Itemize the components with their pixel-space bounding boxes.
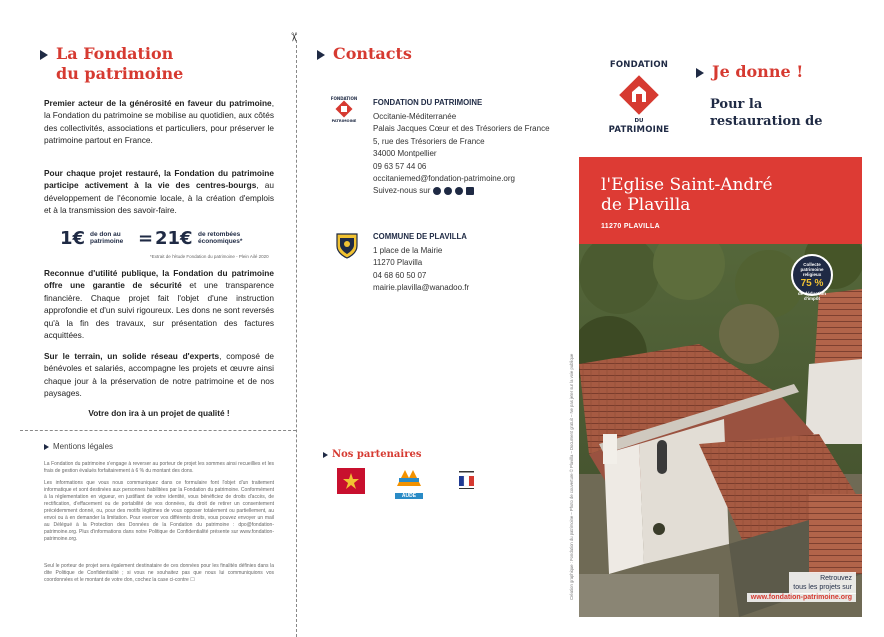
print-credit: Création graphique : Fondation du patrimoine – Photo de couverture © Plavilla – Document gratuit – Ne pas jeter sur la voie publique bbox=[569, 353, 574, 600]
commune-contact-details: 1 place de la Mairie 11270 Plavilla 04 68 60 50 07 mairie.plavilla@wanadoo.fr bbox=[373, 245, 563, 295]
plavilla-crest-icon bbox=[330, 230, 364, 260]
fondation-column bbox=[0, 0, 296, 637]
fondation-title: La Fondation du patrimoine bbox=[40, 44, 183, 84]
fondation-logo-icon bbox=[327, 95, 361, 125]
church-city: 11270 PLAVILLA bbox=[601, 223, 660, 230]
paragraph-premier-acteur: Premier acteur de la générosité en faveur du patrimoine, la Fondation du patrimoine se mobilise au quotidien, aux côtés des collectivités, associations et particuliers, pour préserver le patrimoine partout en France. bbox=[44, 98, 274, 146]
twitter-icon[interactable] bbox=[455, 187, 463, 195]
linkedin-icon[interactable] bbox=[466, 187, 474, 195]
facebook-icon[interactable] bbox=[433, 187, 441, 195]
fondation-contact-name: FONDATION DU PATRIMOINE bbox=[373, 98, 483, 107]
ratio-footnote: *Extrait de l'étude Fondation du patrimoine - Plein Ailé 2020 bbox=[150, 254, 269, 259]
scissors-icon: ✂ bbox=[287, 31, 302, 43]
occitanie-region-logo-icon bbox=[337, 468, 365, 494]
contacts-column bbox=[297, 0, 579, 637]
fondation-email-link[interactable]: occitaniemed@fondation-patrimoine.org bbox=[373, 174, 515, 184]
mentions-paragraph-2: Les informations que vous nous communiquez dans ce formulaire font l'objet d'un traitement informatique et sont destinées aux personnes habilitées par la Fondation du patrimoine. Conformément à la réglementation en vigueur, en justifiant de votre identité, vous bénéficiez de droits d'accès, de rectification, d'effacement ou de portabilité de vos données, du droit de retirer un consentement précédemment donné, ou, pour des motifs légitimes de vous opposer totalement ou partiellement, au envoi ou à en demander la limitation. Pour exercer vos différents droits, vous pouvez envoyer un mail au Délégué à la Protection des Données de la Fondation du patrimoine : dpo@fondation-patrimoine.org. Plus d'informations dans notre Politique de Confidentialité présente sur www.fondation-patrimoine.org. bbox=[44, 480, 274, 542]
paragraph-projet-restaure: Pour chaque projet restauré, la Fondation du patrimoine participe activement à la vie des centres-bourgs, au développement de l'économie locale, à la création d'emplois et à la transmission des savoir-faire. bbox=[44, 168, 274, 216]
commune-contact-name: COMMUNE DE PLAVILLA bbox=[373, 232, 467, 241]
restauration-label: Pour la restauration de bbox=[710, 97, 823, 129]
svg-text:FONDATION: FONDATION bbox=[330, 96, 358, 101]
instagram-icon[interactable] bbox=[444, 187, 452, 195]
aude-logo-icon bbox=[395, 468, 423, 488]
triangle-bullet-icon bbox=[44, 444, 49, 450]
paragraph-reseau-experts: Sur le terrain, un solide réseau d'experts, composé de bénévoles et salariés, accompagne les projets et œuvre ainsi chaque jour à la préservation de notre patrimoine et de nos paysages. bbox=[44, 351, 274, 399]
triangle-bullet-icon bbox=[317, 50, 325, 60]
republique-francaise-logo-icon bbox=[453, 468, 481, 494]
triangle-bullet-icon bbox=[40, 50, 48, 60]
partners-title: Nos partenaires bbox=[323, 449, 421, 460]
paragraph-utilite-publique: Reconnue d'utilité publique, la Fondation du patrimoine offre une garantie de sécurité et une transparence financière. Chaque projet fait l'objet d'une instruction approfondie et d'un suivi rigoureux. Les dons ne sont reversés qu'à la fin des travaux, sur présentation des factures acquittées. bbox=[44, 268, 274, 341]
mentions-paragraph-3: Seul le porteur de projet sera également destinataire de ces données pour les finalités définies dans la dite Politique de Confidentialité ; si vous ne souhaitez pas que nous lui communiquions vos coordonnées et le montant de votre don, cochez la case ci-contre ☐ bbox=[44, 563, 274, 583]
retrouvez-label: Retrouvez tous les projets sur bbox=[789, 572, 856, 594]
contacts-title: Contacts bbox=[317, 44, 412, 64]
social-icons bbox=[433, 187, 474, 195]
quality-statement: Votre don ira à un projet de qualité ! bbox=[88, 408, 230, 418]
website-link[interactable]: www.fondation-patrimoine.org bbox=[747, 593, 856, 602]
fondation-brand-logo: FONDATION DU PATRIMOINE bbox=[608, 60, 670, 135]
fondation-diamond-icon bbox=[616, 72, 662, 118]
je-donne-title: Je donne ! bbox=[696, 62, 803, 82]
coupon-cut-line bbox=[20, 430, 296, 431]
triangle-bullet-icon bbox=[323, 452, 328, 458]
project-title-band bbox=[579, 157, 862, 244]
tax-deduction-badge: Collecte patrimoine religieux 75 % de déduction d'impôt bbox=[791, 254, 833, 296]
cover-column bbox=[579, 0, 884, 637]
fondation-contact-details: Occitanie-Méditerranée Palais Jacques Cœur et des Trésoriers de France 5, rue des Trésoriers de France 34000 Montpellier 09 63 57 44 06 occitaniemed@fondation-patrimoine.org Suivez-nous sur bbox=[373, 111, 563, 198]
aude-department-logo: AUDE bbox=[395, 468, 423, 494]
svg-text:PATRIMOINE: PATRIMOINE bbox=[331, 119, 357, 123]
donation-ratio: 1€ de don au patrimoine = 21€ de retombées économiques* bbox=[60, 228, 243, 249]
church-name: l'Eglise Saint-André de Plavilla bbox=[601, 175, 773, 215]
triangle-bullet-icon bbox=[696, 68, 704, 78]
mentions-paragraph-1: La Fondation du patrimoine s'engage à reverser au porteur de projet les sommes ainsi recueillies et les frais de gestion évalués forfaitairement à 6 % du montant des dons. bbox=[44, 461, 274, 474]
mentions-title: Mentions légales bbox=[44, 442, 113, 451]
commune-email-link[interactable]: mairie.plavilla@wanadoo.fr bbox=[373, 283, 470, 293]
